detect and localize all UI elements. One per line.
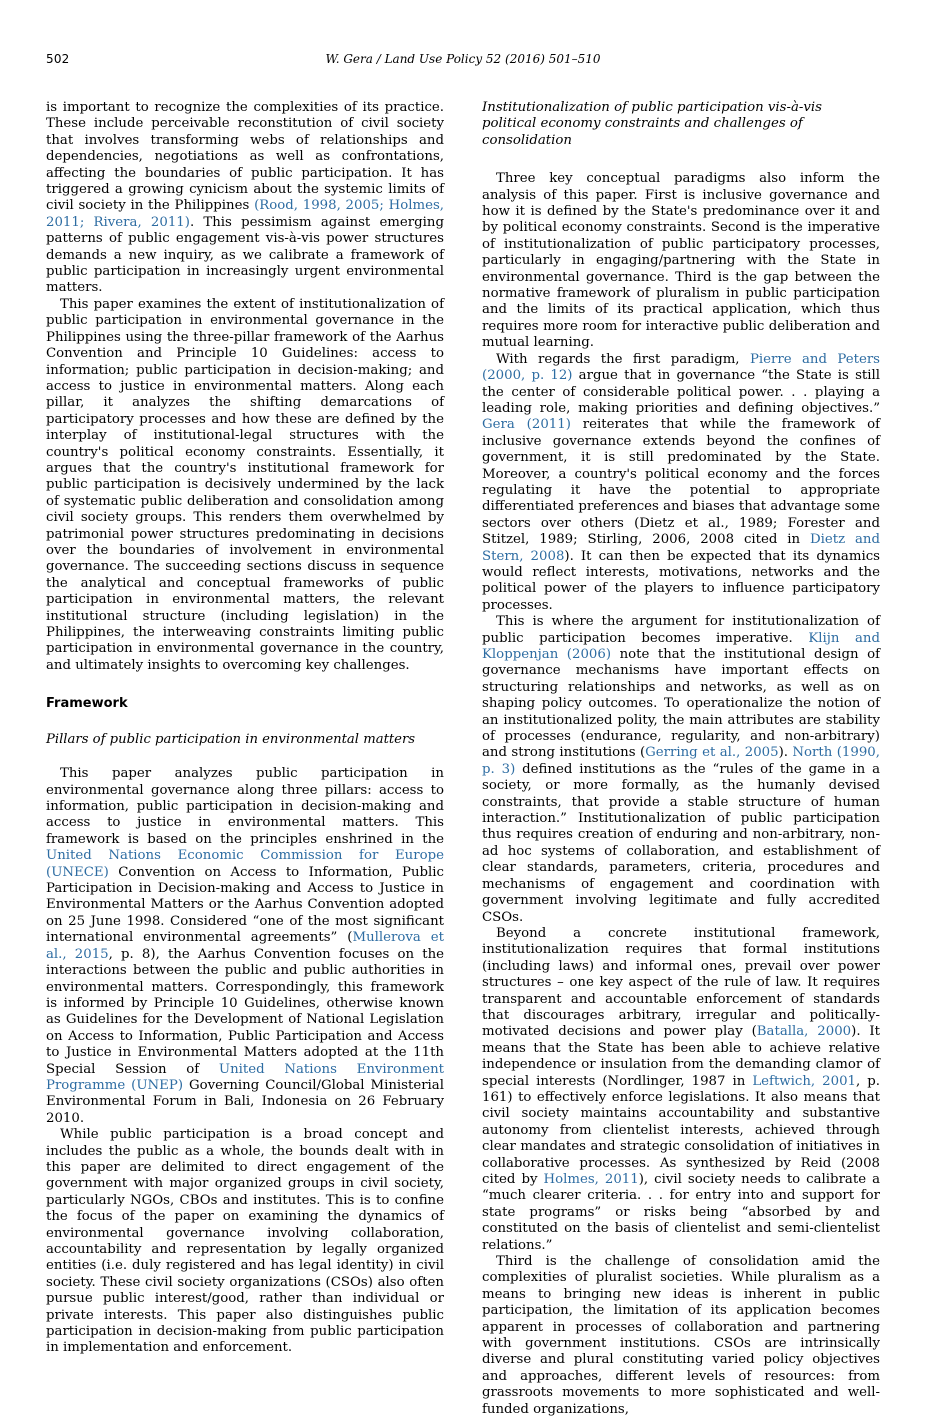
two-column-body — [46, 100, 880, 1418]
paragraph — [46, 766, 444, 1127]
paragraph-text: With regards the first paradigm, — [496, 351, 750, 367]
running-head — [46, 52, 880, 70]
paragraph-text: ), civil society needs to calibrate a “much clearer criteria. . . for entry into and support for state programs” or risks being “absorbed by and constituted on the basis of clientelist and semi-clientelist relations.” — [482, 1172, 881, 1253]
citation-link[interactable]: Holmes, 2011 — [543, 1172, 639, 1187]
paragraph-text: , p. 8), the Aarhus Convention focuses on the interactions between the public and public authorities in environmental matters. Correspondingly, this framework is informed by Principle 10 Guidelines, otherwise known as Guidelines for the Development of National Legislation on Access to Information, Public Participation and Access to Justice in Environmental Matters adopted at the 11th Special Session of — [46, 946, 445, 1077]
right-column — [482, 100, 880, 1418]
paragraph: Three key conceptual paradigms also inform the analysis of this paper. First is inclusive governance and how it is defined by the State's predominance over it and by political economy constraints. Second is the imperative of institutionalization of public participatory processes, particularly in engaging/partnering with the State in environmental governance. Third is the gap between the normative framework of pluralism in public participation and the limits of its practical application, which thus requires more room for interactive public deliberation and mutual learning. — [482, 171, 880, 351]
paragraph-text: . This pessimism against emerging patterns of public engagement vis-à-vis power structures demands a new inquiry, as we calibrate a framework of public participation in increasingly urgent environmental matters. — [46, 214, 444, 296]
paragraph-text: defined institutions as the “rules of the game in a society, or more formally, as the humanly devised constraints, that provide a stable structure of human interaction.” Institutionalization of public participation thus requires creation of enduring and non-arbitrary, non-ad hoc systems of collaboration, and establishment of clear standards, parameters, criteria, procedures and mechanisms of engagement and coordination with government involving legitimate and fully accredited CSOs. — [482, 761, 880, 925]
paragraph-text: This paper analyzes public participation in environmental governance along three pillars: access to information, public participation in decision-making and access to justice in environmental matters. This framework is based on the principles enshrined in the — [46, 766, 444, 847]
citation-link[interactable]: United Nations Environment Programme (UNEP) — [46, 1061, 444, 1093]
paragraph: This paper examines the extent of institutionalization of public participation in environmental governance in the Philippines using the three-pillar framework of the Aarhus Convention and Principle 10 Guidelines: access to information; public participation in decision-making; and access to justice in environmental matters. Along each pillar, it analyzes the shifting demarcations of participatory processes and how these are defined by the interplay of institutional-legal structures with the country's political economy constraints. Essentially, it argues that the country's institutional framework for public participation is decisively undermined by the lack of systematic public deliberation and consolidation among civil society groups. This renders them overwhelmed by patrimonial power structures predominating in decisions over the boundaries of involvement in environmental governance. The succeeding sections discuss in sequence the analytical and conceptual frameworks of public participation in environmental matters, the relevant institutional structure (including legislation) in the Philippines, the interweaving constraints limiting public participation in environmental governance in the country, and ultimately insights to overcoming key challenges. — [46, 296, 444, 673]
paragraph-text: reiterates that while the framework of inclusive governance extends beyond the confines of government, it is still predominated by the State. Moreover, a country's political economy and the forces regulating it have the potential to appropriate differentiated preferences and biases that advantage some sectors over others (Dietz et al., 1989; Forester and Stitzel, 1989; Stirling, 2006, 2008 cited in — [482, 417, 880, 548]
paragraph-text: ). It means that the State has been able to achieve relative independence or insulation from the demanding clamor of special interests (Nordlinger, 1987 in — [482, 1024, 881, 1089]
paragraph-text: is important to recognize the complexities of its practice. These include perceivable reconstitution of civil society that involves transforming webs of relationships and dependencies, negotiations as well as confrontations, affecting the boundaries of public participation. It has triggered a growing cynicism about the systemic limits of civil society in the Philippines — [46, 100, 444, 214]
paragraph-text: This is where the argument for institutionalization of public participation becomes imperative. — [482, 614, 880, 646]
paragraph-text: Governing Council/Global Ministerial Environmental Forum in Bali, Indonesia on 26 February 2010. — [46, 1077, 444, 1126]
paragraph-text: ). It can then be expected that its dynamics would reflect interests, motivations, networks and the political power of the players to influence participatory processes. — [482, 548, 880, 613]
citation-link[interactable]: United Nations Economic Commission for Europe (UNECE) — [46, 848, 444, 880]
citation-link[interactable]: North (1990, p. 3) — [482, 745, 880, 777]
paragraph-text: Convention on Access to Information, Public Participation in Decision-making and Access to Justice in Environmental Matters or the Aarhus Convention adopted on 25 June 1998. Considered “one of the most significant international environmental agreements” ( — [46, 864, 444, 946]
citation-link[interactable]: (Rood, 1998, 2005; Holmes, 2011; Rivera, 2011) — [46, 198, 444, 230]
citation-link[interactable]: Gerring et al., 2005 — [645, 745, 779, 761]
paragraph-text: Beyond a concrete institutional framework, institutionalization requires that formal institutions (including laws) and informal ones, prevail over power structures – one key aspect of the rule of law. It requires transparent and accountable enforcement of standards that discourages arbitrary, irregular and politically-motivated decisions and power play ( — [482, 925, 880, 1040]
page-number: 502 — [46, 52, 70, 66]
paragraph-text: argue that in governance “the State is still the center of considerable political power. . . playing a leading role, making priorities and defining objectives.” — [482, 368, 880, 416]
paragraph: While public participation is a broad concept and includes the public as a whole, the bounds dealt with in this paper are delimited to direct engagement of the government with major organized groups in civil society, particularly NGOs, CBOs and institutes. This is to confine the focus of the paper on examining the dynamics of environmental governance involving collaboration, accountability and representation by legally organized entities (i.e. duly registered and has legal identity) in civil society. These civil society organizations (CSOs) also often pursue public interest/good, rather than individual or private interests. This paper also distinguishes public participation in decision-making from public participation in implementation and enforcement. — [46, 1127, 444, 1356]
citation-link[interactable]: Batalla, 2000 — [756, 1024, 852, 1040]
running-title: W. Gera / Land Use Policy 52 (2016) 501–510 — [325, 52, 601, 66]
citation-link[interactable]: Gera (2011) — [482, 417, 571, 433]
section-heading-framework: Framework — [46, 696, 128, 712]
citation-link[interactable]: Leftwich, 2001 — [752, 1073, 857, 1089]
left-column — [46, 100, 444, 1357]
citation-link[interactable]: Pierre and Peters (2000, p. 12) — [482, 351, 880, 384]
section-heading-institutionalization: Institutionalization of public participation vis-à-vis political economy constraints and challenges of consolidation — [482, 100, 822, 148]
paragraph-continuation — [46, 100, 444, 297]
paragraph-text: note that the institutional design of governance mechanisms have important effects on structuring relationships and networks, as well as on shaping policy outcomes. To operationalize the notion of an institutionalized polity, the main attributes are stability of processes (endurance, regularity, and non-arbitrary) and strong institutions ( — [482, 647, 880, 761]
subsection-heading-pillars: Pillars of public participation in environmental matters — [46, 732, 416, 748]
paragraph-text: ). — [778, 745, 793, 761]
paragraph — [482, 926, 880, 1254]
citation-link[interactable]: Dietz and Stern, 2008 — [482, 532, 880, 564]
paragraph-text: , p. 161) to effectively enforce legislations. It also means that civil society maintains accountability and substantive autonomy from clientelist interests, achieved through clear mandates and strategic consolidation of initiatives in collaborative processes. As synthesized by Reid (2008 cited by — [482, 1073, 881, 1187]
citation-link[interactable]: Klijn and Kloppenjan (2006) — [482, 630, 880, 662]
citation-link[interactable]: Mullerova et al., 2015 — [46, 930, 444, 962]
paragraph — [482, 614, 880, 926]
paragraph: Third is the challenge of consolidation amid the complexities of pluralist societies. While pluralism as a means to bringing new ideas is inherent in public participation, the limitation of its application becomes apparent in processes of collaboration and partnering with government institutions. CSOs are intrinsically diverse and plural constituting varied policy objectives and approaches, different levels of resources: from grassroots movements to more sophisticated and well-funded organizations, — [482, 1254, 880, 1417]
paragraph — [482, 352, 880, 615]
